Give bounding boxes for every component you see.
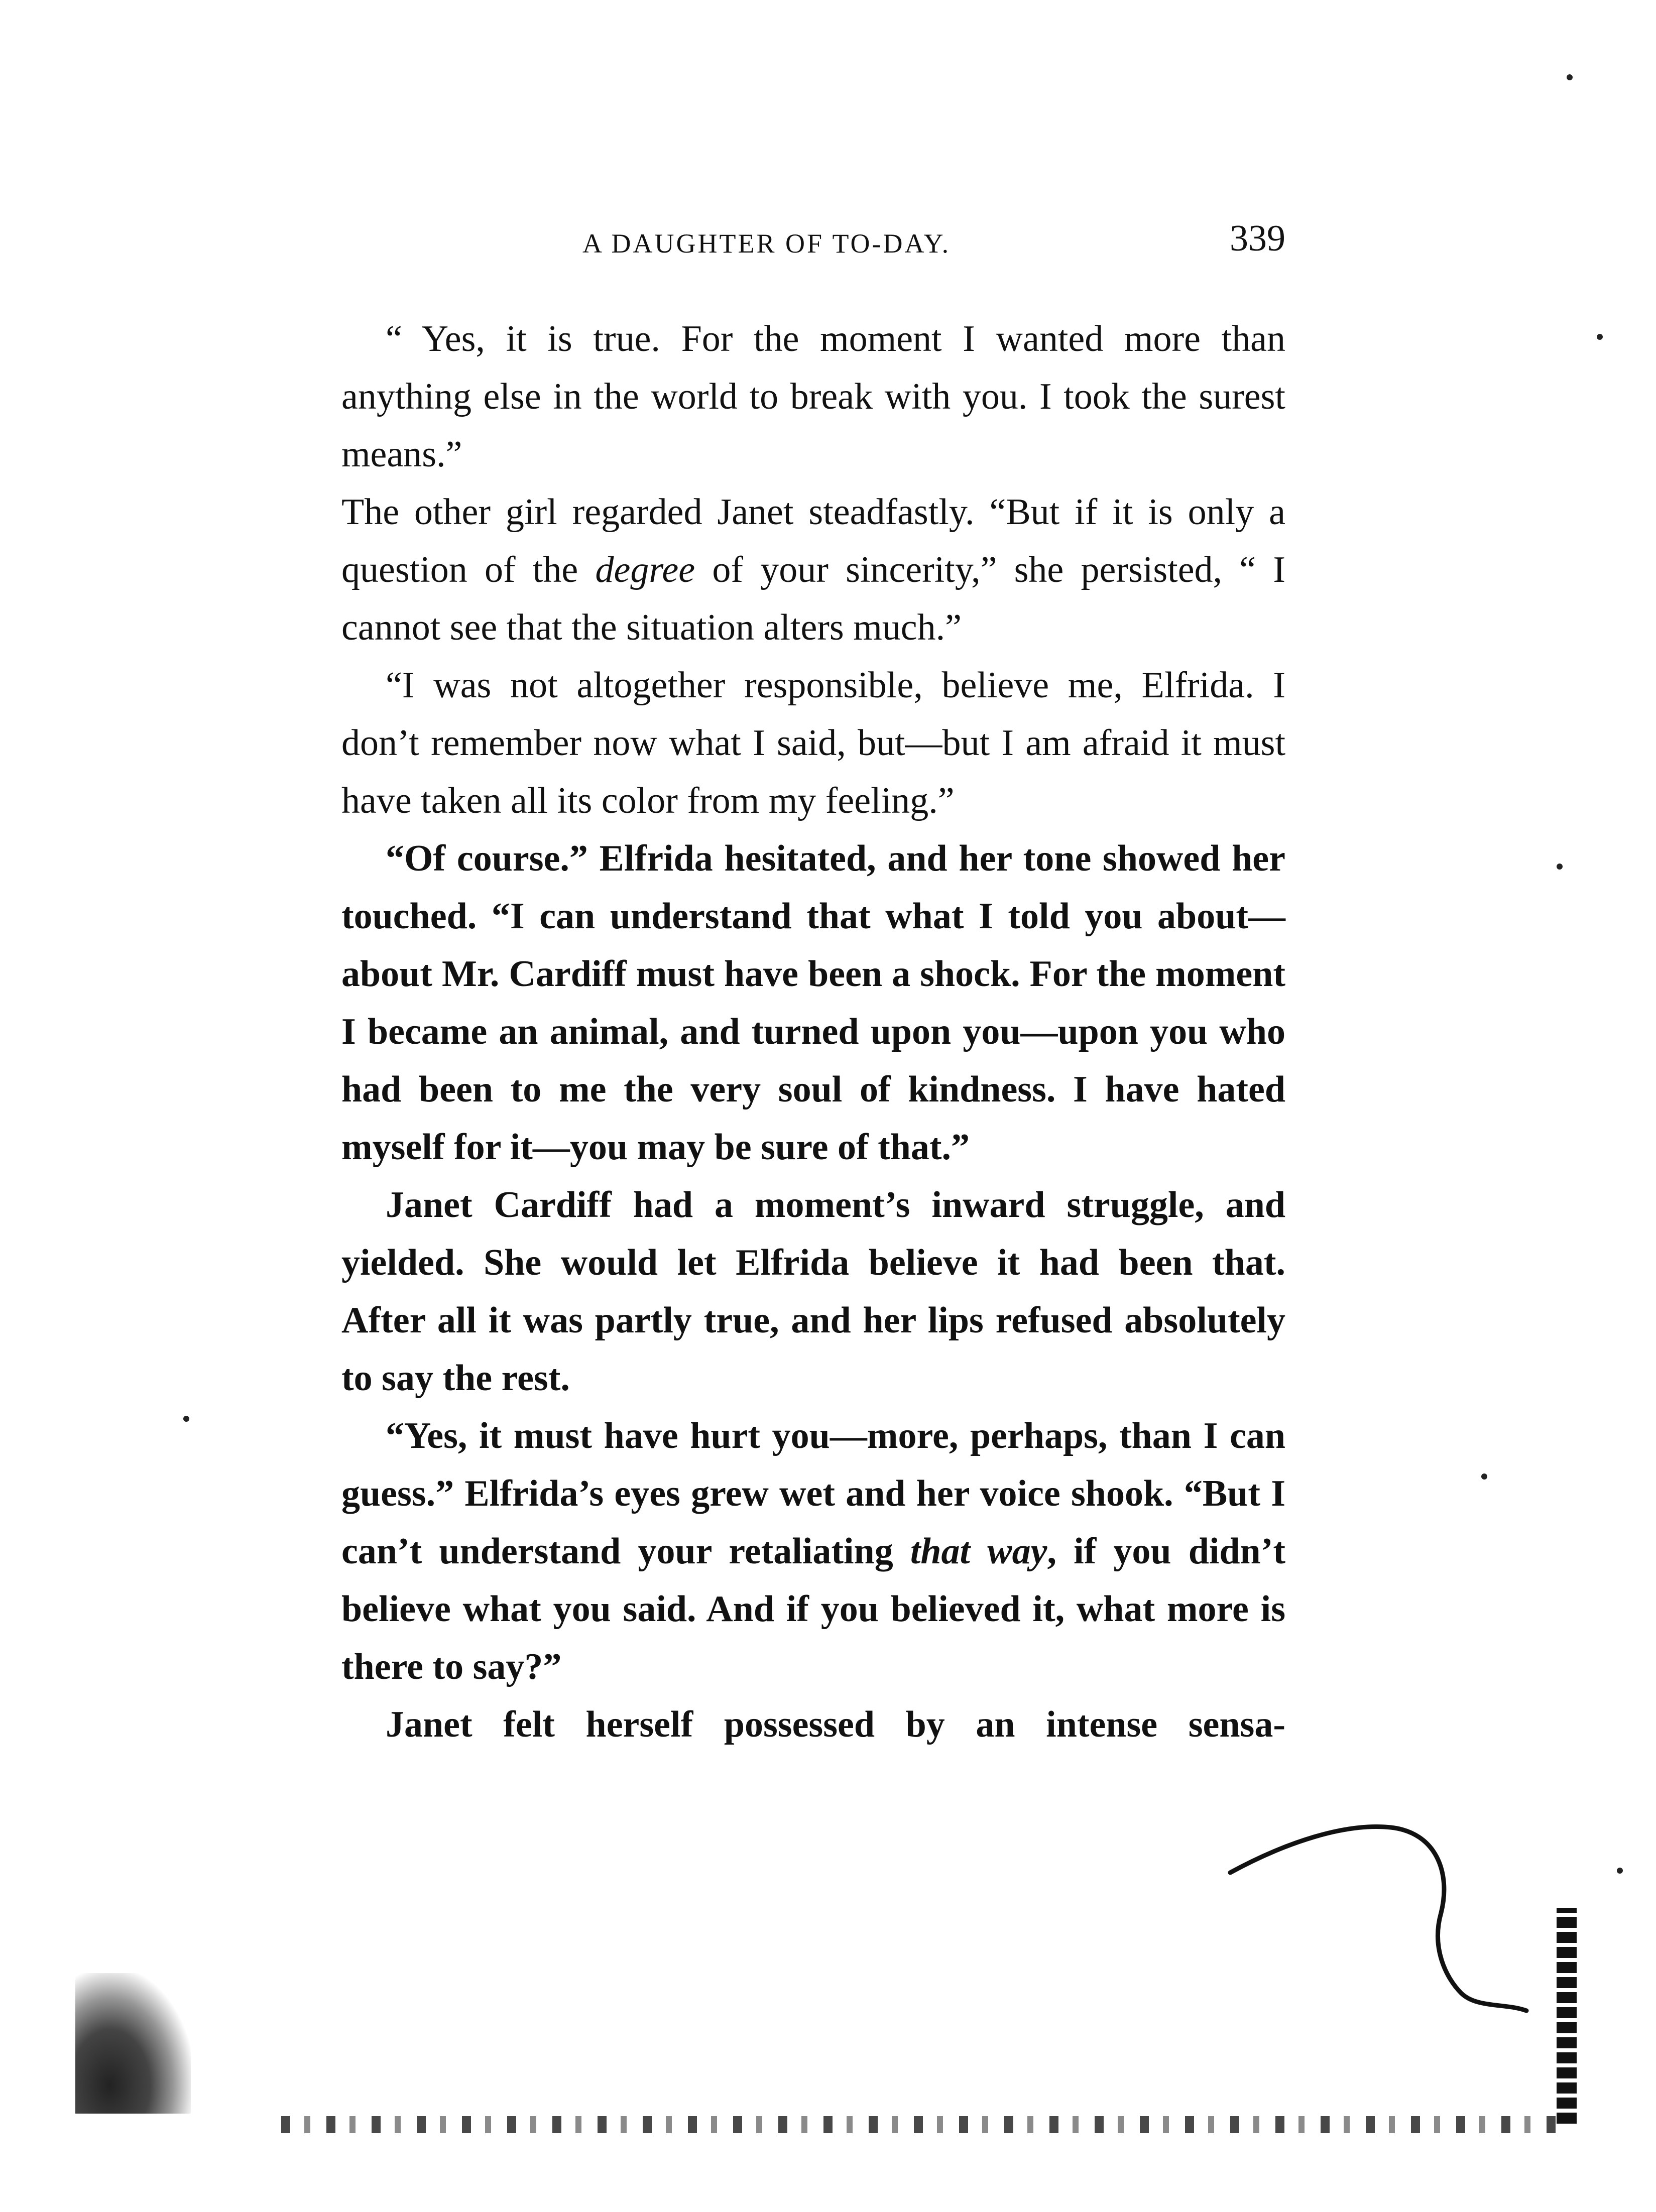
paragraph-2 [341, 483, 1285, 657]
paragraph-2-text-b: of your sincerity,” she persisted, “ I cannot see that the situation alters much.” [341, 549, 1286, 648]
scan-dot [1557, 864, 1563, 870]
paragraph-2-emphasis: degree [595, 549, 695, 590]
running-title: A DAUGHTER OF TO-DAY. [582, 228, 951, 259]
paragraph-3: “I was not altogether responsible, believe me, Elfrida. I don’t remember now what I said, but—but I am afraid it must have taken all its color from my feeling.” [341, 665, 1285, 821]
scan-dot [1597, 334, 1603, 340]
pen-stroke-mark [1225, 1812, 1577, 2023]
paragraph-5: Janet Cardiff had a moment’s inward struggle, and yielded. She would let Elfrida believe it had been that. After all it was partly true, and her lips refused absolutely to say the rest. [341, 1184, 1285, 1399]
running-header [582, 218, 1285, 266]
page-number: 339 [1230, 218, 1285, 259]
paragraph-6-text-a: “Yes, it must have hurt you—more, perhaps, than I can guess.” Elfrida’s eyes grew wet and her voice shook. “But I can’t understand your retaliating [341, 1415, 1285, 1572]
paragraph-2-text-a: The other girl regarded Janet steadfastly. “But if it is only a question of the [341, 491, 1285, 590]
scan-noise-bottom [281, 2116, 1567, 2133]
scan-dot [1481, 1473, 1487, 1480]
paragraph-1: “ Yes, it is true. For the moment I wanted more than anything else in the world to break with you. I took the surest means.” [341, 318, 1285, 475]
paragraph-7: Janet felt herself possessed by an intense sensa- [386, 1704, 1285, 1745]
scan-dot [183, 1416, 189, 1422]
scan-dot [1617, 1868, 1623, 1874]
scan-shadow-left [75, 1973, 191, 2114]
paragraph-6-emphasis: that way [910, 1531, 1047, 1572]
paragraph-6 [341, 1407, 1285, 1696]
body-text [341, 310, 1285, 1754]
scan-dot [1567, 74, 1573, 80]
paragraph-6-text-b: , if you didn’t believe what you said. And if you believed it, what more is there to say?” [341, 1531, 1286, 1687]
paragraph-4: “Of course.” Elfrida hesitated, and her tone showed her touched. “I can understand that what I told you about—about Mr. Cardiff must have been a shock. For the moment I became an animal, and turned upon you—upon you who had been to me the very soul of kindness. I have hated myself for it—you may be sure of that.” [341, 838, 1285, 1168]
